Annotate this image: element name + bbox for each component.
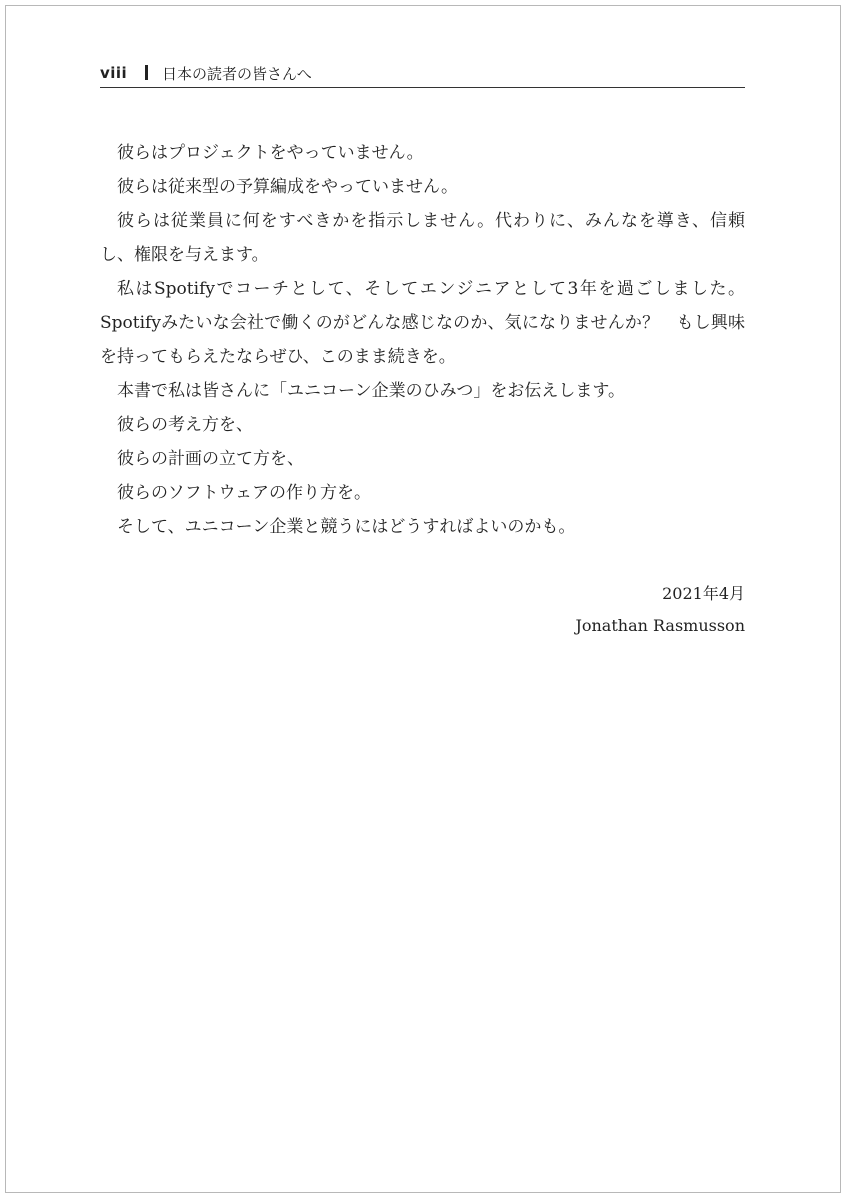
paragraph-9: そして、ユニコーン企業と競うにはどうすればよいのかも。 [117,517,576,537]
signature-date: 2021年4月 [662,584,745,603]
paragraph-1: 彼らはプロジェクトをやっていません。 [117,143,424,163]
signature-block [100,578,745,642]
paragraph-8: 彼らのソフトウェアの作り方を。 [117,483,371,503]
running-header [100,62,745,88]
signature-author: Jonathan Rasmusson [575,616,745,635]
body-text [100,136,745,544]
paragraph-6: 彼らの考え方を、 [117,415,253,435]
paragraph-5: 本書で私は皆さんに「ユニコーン企業のひみつ」をお伝えします。 [117,381,625,401]
chapter-title: 日本の読者の皆さんへ [162,65,312,83]
paragraph-2: 彼らは従来型の予算編成をやっていません。 [117,177,459,197]
header-divider-bar [145,65,148,80]
page-number: viii [100,64,128,82]
paragraph-4: 私はSpotifyでコーチとして、そしてエンジニアとして3年を過ごしました。Spotifyみたいな会社で働くのがどんな感じなのか、気になりませんか？ もし興味を持ってもらえたならぜひ、このまま続きを。 [100,279,745,367]
paragraph-3: 彼らは従業員に何をすべきかを指示しません。代わりに、みんなを導き、信頼し、権限を与えます。 [100,211,745,265]
paragraph-7: 彼らの計画の立て方を、 [117,449,304,469]
